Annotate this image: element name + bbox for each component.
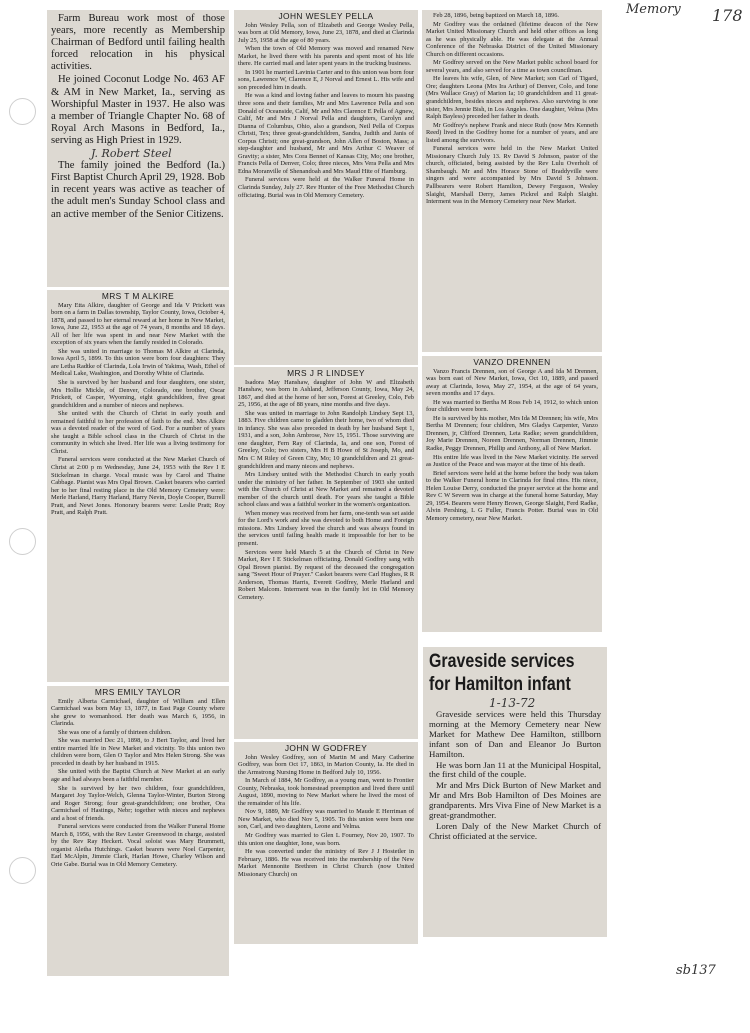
clipping-godfrey-continuation [422, 10, 602, 352]
paragraph: She united with the Church of Christ in early youth and remained faithful to her profession of faith to the end. Mrs Alkire was a devoted reader of the word of God. For a number of years she taught a Bible school class in the Church of Christ in the community in which she lived. Her life was a living testimony for Christ. [51, 410, 225, 455]
paragraph: The family joined the Bedford (Ia.) First Baptist Church April 29, 1928. Bob in recent years was active as teacher of the adult men's Sunday School class and an active member of the Senior Citizens. [51, 160, 225, 220]
obituary-heading: JOHN WESLEY PELLA [278, 11, 374, 21]
paragraph: She is survived by her husband and four daughters, one sister, Mrs Hollie Mickle, of Denver, Colorado, one brother, Oscar Prickett, of Casper, Wyoming, eight grandchildren, five great grandchildren and a number of nieces and nephews. [51, 379, 225, 409]
paragraph: Services were held March 5 at the Church of Christ in New Market, Rev I E Stickelman officiating. Donald Godfrey sang with Opal Brown pianist. By request of the deceased the congregation sang "Sweet Hour of Prayer." Casket bearers were Carl Hughes, R R Anderson, Thomas Harris, Everett Godfrey, Merle Harland and Robert Malcom. Interment was in the family lot in Old Memory Cemetery. [238, 548, 414, 601]
clipping-taylor-obituary [47, 686, 229, 976]
paragraph: In March of 1884, Mr Godfrey, as a young man, went to Frontier County, Nebraska, took homestead preemption and lived there until August, 1890, moving to New Market where he lived the most of the remainder of his life. [238, 777, 414, 807]
handwritten-label-memory: Memory [626, 2, 681, 17]
paragraph: Nov 9, 1889, Mr Godfrey was married to Maude E Herriman of New Market, who died Nov 5, 1905. To this union were born one son, Carl, and two daughters, Leone and Velma. [238, 808, 414, 831]
paragraph: Mr Godfrey was the ordained (lifetime deacon of the New Market United Missionary Church and held other offices as long as he was physically able. He was delegate at the Annual Conference of the Nebraska District of the United Missionary Church on different occasions. [426, 20, 598, 58]
paragraph: Farm Bureau work most of those years, more recently as Membership Chairman of Bedford until failing health forced relocation in his physical activities. [51, 13, 225, 73]
paragraph: She was one of a family of thirteen children. [58, 728, 172, 736]
obituary-heading: MRS J R LINDSEY [287, 368, 365, 378]
paragraph: Emily Alberta Carmichael, daughter of William and Ellen Carmichael was born May 13, 1877, in East Page County where she grew to womanhood. Her death was March 6, 1956, in Clarinda. [51, 697, 225, 728]
paragraph: She united with the Baptist Church at New Market at an early age and had always been a faithful member. [51, 768, 225, 784]
paragraph: John Wesley Pella, son of Elizabeth and George Wesley Pella, was born at Old Memory, Iowa, June 23, 1878, and died at Clarinda July 25, 1958 at the age of 80 years. [238, 21, 414, 44]
paragraph: Vanzo Francis Drennen, son of George A and Ida M Drennen, was born east of New Market, Iowa, Oct 10, 1889, and passed away at Clarinda, Iowa, May 27, 1954, at the age of 64 years, seven months and 17 days. [426, 367, 598, 398]
paragraph: Mr Godfrey was married to Glen L Fourney, Nov 20, 1907. To this union one daughter, Ione, was born. [238, 832, 414, 847]
paragraph: Feb 28, 1896, being baptized on March 18, 1896. [433, 12, 560, 19]
paragraph: She is survived by her two children, four grandchildren, Margaret Joy Taylor-Welch, Glenna Taylor-Winter, Burton Strong and Roger Strong; four great-grandchildren; one brother, Ora Carmichael of Hastings, Nebr; together with nieces and nephews and a host of friends. [51, 784, 225, 822]
clipping-alkire-obituary [47, 290, 229, 682]
paragraph: John Wesley Godfrey, son of Martin M and Mary Catherine Godfrey, was born Oct 17, 1863, in Marion County, Ia. He died in the Armstrong Nursing Home in Bedford July 10, 1956. [238, 753, 414, 776]
paragraph: He was converted under the ministry of Rev J J Hostetler in February, 1886. He was received into the membership of the New Market Mennonite Brethren in Christ Church (now United Missionary Church) on [238, 848, 414, 878]
paragraph: Funeral services were held at the Walker Funeral Home in Clarinda Sunday, July 27. Rev Hunter of the Free Methodist Church officiating. Burial was in Old Memory Cemetery. [238, 176, 414, 199]
paragraph: When money was received from her farm, one-tenth was set aside for the Lord's work and she was devoted to both Home and Foreign missions. Mrs Lindsey loved the church and was always found in the services until failing health made it impossible for her to be present. [238, 509, 414, 548]
binder-hole-top [9, 98, 36, 125]
paragraph: Loren Daly of the New Market Church of Christ officiated at the service. [429, 820, 601, 841]
paragraph: His entire life was lived in the New Market vicinity. He served as Justice of the Peace and was mayor at the time of his death. [426, 453, 598, 469]
clipping-pella-obituary [234, 10, 418, 365]
clipping-lindsey-obituary [234, 367, 418, 739]
paragraph: Mr and Mrs Dick Burton of New Market and Mr and Mrs Bob Hamilton of Des Moines are grandparents. Mrs Viva Fine of New Market is a great-grandmother. [429, 780, 601, 821]
paragraph: Mary Etta Alkire, daughter of George and Ida V Prickett was born on a farm in Dallas township, Taylor County, Iowa, October 4, 1878, and passed to her eternal reward at her home in New Market, Iowa, June 22, 1953 at the age of 74 years, 8 months and 18 days. All of her life was spent in and near New Market with the exception of six years when the family resided in Colorado. [51, 301, 225, 347]
obituary-heading: VANZO DRENNEN [473, 357, 551, 367]
paragraph: He was a kind and loving father and leaves to mourn his passing three sons and their families, Mr and Mrs Lawrence Pella and son Donald of Oceanside, Calif, Mr and Mrs Clarence E Pella of Agnew, Calif, Mr and Mrs J Norval Pella and daughters, Carolyn and Dianna of Columbus, Ohio, also a grandson, Neil Pella of Corpus Christi, Tex; three great-grandchildren, Sandra, Judith and Janis of Corpus Christi; one great-grandson, John Allen of Boston, Mass; a step-daughter and husband, Mr and Mrs Arthur C Weaver of Gravity; a sister, Mrs Cora Bennet of Kansas City, Mo; one brother, Francis Pella of Denver, Colo; three nieces, Mrs Vera Pella and Mrs Edna Moranville of Shenandoah and Mrs Maud Hite of Hamburg. [238, 92, 414, 175]
paragraph: In 1901 he married Lavinia Carter and to this union was born four sons, Lawrence W, Clarence E, J Norval and Ernest L. His wife and son preceded him in death. [238, 68, 414, 91]
paragraph: He leaves his wife, Glen, of New Market; son Carl of Tigard, Ore; daughters Leona (Mrs Ira Arthur) of Denver, Colo, and Ione (Mrs Wallace Gray) of Marion Ia; 10 grandchildren and 11 great-grandchildren, besides nieces and nephews. Also surviving is one sister, Mrs Jennie Bish, in Los Angeles. One daughter, Velma (Mrs Ralph Bayless) preceded her father in death. [426, 75, 598, 121]
paragraph: Isadora May Hanshaw, daughter of John W and Elizabeth Hanshaw, was born in Ashland, Jefferson County, Iowa, May 24, 1867, and died at the home of her son, Forest at Greeley, Colo, Feb 25, 1956, at the age of 88 years, nine months and five days. [238, 378, 414, 409]
handwritten-bottom-mark: sb137 [676, 963, 716, 978]
clipping-godfrey-obituary [234, 742, 418, 944]
paragraph: When the town of Old Memory was moved and renamed New Market, he lived there with his parents and spent most of his life there. He carried mail and later spent years in the trucking business. [238, 45, 414, 68]
paragraph: Mr Godfrey's nephew Frank and niece Ruth (now Mrs Kenneth Reed) lived in the Godfrey home for a number of years, and are listed among the survivors. [426, 121, 598, 144]
paragraph: She was united in marriage to John Randolph Lindsey Sept 13, 1883. Five children came to gladden their home, two of whom died in infancy. She was also preceded in death by her husband Sept 1, 1931, and a son, John Ambrose, Nov 15, 1951. Those surviving are one daughter, Fern Ray of Clarinda, Ia, and one son, Forest of Greeley, Colo; two sisters, Mrs H B Howe of St Joseph, Mo, and Mrs C M Riley of Green City, Mo; 10 grandchildren and 21 great-grandchildren and many nieces and nephews. [238, 409, 414, 470]
binder-hole-bottom [9, 857, 36, 884]
article-headline-line-2: for Hamilton infant [429, 674, 571, 695]
paragraph: He was born Jan 11 at the Municipal Hospital, the first child of the couple. [429, 759, 601, 780]
paragraph: He is survived by his mother, Mrs Ida M Drennen; his wife, Mrs Bertha M Drennen; four children, Mrs Gladys Carpenter, Vanzo Drennen, jr, Clifford Drennen, Leta Radke; seven grandchildren, Joy Marie Drennen, Noreen Drennen, Norman Drennen, Jimmie Radke, Peggy Drennen, Phillip and Anthony, all of New Market. [426, 414, 598, 453]
clipping-steel-continuation [47, 10, 229, 287]
obituary-heading: MRS EMILY TAYLOR [94, 687, 182, 697]
paragraph: He joined Coconut Lodge No. 463 AF & AM in New Market, Ia., serving as Worshipful Master in 1937. He also was a member of Triangle Chapter No. 68 of Royal Arch Masons in Bedford, Ia., serving as High Priest in 1929. [51, 74, 225, 146]
paragraph: Funeral services were conducted from the Walker Funeral Home March 8, 1956, with the Rev Lester Greenwood in charge, assisted by the Rev Ray Heckert. Vocal soloist was Mary Brummett, organist Aletha Hutchings. Casket bearers were Noel Carpenter, Earl McAlpin, Jimmie Clark, Harlan Howe, Charley Wilson and Orie Gabe. Burial was in Old Memory Cemetery. [51, 823, 225, 869]
paragraph: Graveside services were held this Thursday morning at the Memory Cemetery near New Market for Mathew Dee Hamilton, stillborn infant son of Dan and Eleanor Jo Burton Hamilton. [429, 709, 601, 759]
article-headline-line-1: Graveside services [429, 651, 575, 672]
handwritten-date-note: 1-13-72 [489, 696, 536, 710]
clipping-hamilton-graveside [423, 647, 607, 937]
paragraph: She was married Dec 21, 1898, to J Bert Taylor, and lived her entire married life in New Market and vicinity. To this union two children were born, Glen O Taylor and Mrs Helen Strong. She was preceded in death by her husband in 1915. [51, 737, 225, 767]
paragraph: She was united in marriage to Thomas M Alkire at Clarinda, Iowa April 5, 1899. To this union were born four daughters: They are Letha Radtke of Clarinda, Lola Irwin of Yakima, Wash, Ethel of Medical Lake, Washington, and Dorothy White of Clarinda. [51, 347, 225, 378]
handwritten-page-number: 178 [712, 6, 743, 25]
paragraph: Mr Godfrey served on the New Market public school board for several years, and also served for a time as town councilman. [426, 59, 598, 74]
paragraph: He was married to Bertha M Ross Feb 14, 1912, to which union four children were born. [426, 398, 598, 414]
clipping-drennen-obituary [422, 356, 602, 632]
handwritten-signature: J. Robert Steel [91, 147, 172, 161]
paragraph: Funeral services were held in the New Market United Missionary Church July 13. Rv David S Johnson, pastor of the church, officiated, being assisted by the Rev Lulu Overholt of Shambaugh. Mr and Mrs Horace Stone of Braddyville were singers and were accompanied by Mrs David S Johnson. Pallbearers were Robert Hamilton, Dewey Ferguson, Wesley Slaight, Marshall Derry, James Pickrel and Ralph Slaight. Interment was in the Memory Cemetery near New Market. [426, 145, 598, 206]
paragraph: Mrs Lindsey united with the Methodist Church in early youth under the ministry of her father. In September of 1903 she united with the Church of Christ at New Market and remained a devoted member of the church until death. For years she taught a Bible school class and was a faithful worker in the women's organization. [238, 471, 414, 509]
obituary-heading: MRS T M ALKIRE [101, 291, 175, 301]
paragraph: Brief services were held at the home before the body was taken to the Walker Funeral home in Clarinda for final rites. His niece, Helen Louise Derry, conducted the prayer service at the home and Rev C W Severn was in charge at the funeral home Saturday, May 29, 1954. Bearers were Henry Brown, George Slaight, Ferd Radke, Alvin Pershing, L G Fuller, Francis Potter. Burial was in Old Memory cemetery, near New Market. [426, 469, 598, 522]
binder-hole-middle [9, 528, 36, 555]
paragraph: Funeral services were conducted at the New Market Church of Christ at 2:00 p m Wednesday, June 24, 1953 with the Rev I E Stickelman in charge. Vocal music was by Carol and Thaine Cabbage. Pianist was Mrs Opal Brown. Casket bearers who carried her to her final resting place in the Old Memory Cemetery were: Merle Harland, Harry Harland, Harry Nevin, Doyle Cooper, Burrell Pratt, and Newt Jones. Honorary bearers were: Leslie Pratt; Roy Pratt, and Ralph Pratt. [51, 456, 225, 517]
obituary-heading: JOHN W GODFREY [284, 743, 368, 753]
